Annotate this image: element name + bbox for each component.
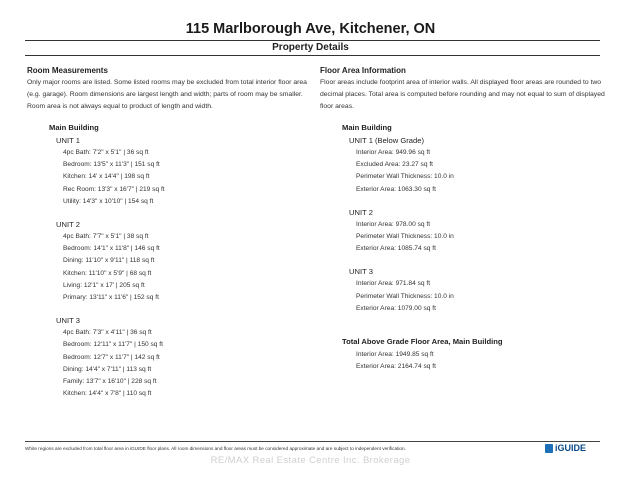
floor-area-note: Floor areas include footprint area of interior walls. All displayed floor areas are rounded to two decimal places. Total area is computed before rounding and may not equal to sum of displayed floor areas. — [320, 79, 605, 110]
area-line: Interior Area: 978.00 sq ft — [356, 220, 431, 228]
building-heading: Main Building — [49, 123, 99, 132]
room-line: Rec Room: 13'3" x 16'7" | 219 sq ft — [63, 185, 165, 193]
brokerage-watermark: RE/MAX Real Estate Centre Inc. Brokerage — [210, 455, 411, 466]
area-line: Perimeter Wall Thickness: 10.0 in — [356, 292, 454, 300]
area-line: Exterior Area: 1079.00 sq ft — [356, 304, 436, 312]
unit-heading: UNIT 1 (Below Grade) — [349, 136, 424, 145]
room-line: Bedroom: 12'7" x 11'7" | 142 sq ft — [63, 353, 160, 361]
room-line: Bedroom: 14'1" x 11'8" | 146 sq ft — [63, 245, 160, 253]
floor-area-heading: Floor Area Information — [320, 66, 406, 75]
room-line: Dining: 14'4" x 7'11" | 113 sq ft — [63, 365, 152, 373]
area-line: Interior Area: 949.96 sq ft — [356, 149, 431, 156]
total-area-heading: Total Above Grade Floor Area, Main Building — [342, 337, 503, 347]
unit-heading: UNIT 3 — [349, 267, 373, 277]
footer-disclaimer: White regions are excluded from total floor area in iGUIDE floor plans. All room dimensions and floor areas must be considered approximate and are subject to independent verification. — [25, 446, 406, 451]
room-line: Kitchen: 14'4" x 7'8" | 110 sq ft — [63, 390, 152, 398]
section-subtitle: Property Details — [272, 42, 349, 53]
room-line: Bedroom: 12'11" x 11'7" | 150 sq ft — [63, 341, 163, 349]
room-line: Dining: 11'10" x 9'11" | 118 sq ft — [63, 257, 155, 265]
iguide-logo-text: iGUIDE — [555, 443, 587, 453]
title-divider — [25, 40, 600, 41]
area-line: Interior Area: 971.84 sq ft — [356, 280, 431, 288]
room-measurements-section — [27, 66, 307, 400]
floor-area-section — [320, 66, 605, 373]
unit-heading: UNIT 3 — [56, 316, 80, 326]
room-line: 4pc Bath: 7'7" x 5'1" | 38 sq ft — [63, 233, 149, 241]
iguide-logo-icon — [545, 444, 553, 453]
unit-heading: UNIT 1 — [56, 136, 80, 145]
room-measurements-note: Only major rooms are listed. Some listed rooms may be excluded from total interior floor area (e.g. garage). Room dimensions are largest length and width; parts of room may be smaller. Room area is not always equal to product of length and width. — [27, 79, 307, 110]
area-line: Interior Area: 1949.85 sq ft — [356, 351, 434, 359]
area-line: Perimeter Wall Thickness: 10.0 in — [356, 173, 454, 181]
room-measurements-heading: Room Measurements — [27, 66, 108, 75]
area-line: Exterior Area: 2164.74 sq ft — [356, 363, 436, 371]
room-line: Kitchen: 11'10" x 5'9" | 68 sq ft — [63, 269, 152, 277]
unit-heading: UNIT 2 — [56, 220, 80, 230]
room-line: Family: 13'7" x 16'10" | 228 sq ft — [63, 378, 157, 386]
unit-heading: UNIT 2 — [349, 207, 373, 217]
room-line: Bedroom: 13'5" x 11'3" | 151 sq ft — [63, 161, 160, 169]
subtitle-divider — [25, 55, 600, 56]
room-line: 4pc Bath: 7'3" x 4'11" | 36 sq ft — [63, 329, 152, 337]
footer-divider — [25, 441, 600, 442]
area-line: Exterior Area: 1085.74 sq ft — [356, 245, 436, 253]
room-line: Kitchen: 14' x 14'4" | 198 sq ft — [63, 173, 150, 181]
room-line: Living: 12'1" x 17' | 205 sq ft — [63, 281, 145, 289]
room-line: Utility: 14'3" x 10'10" | 154 sq ft — [63, 197, 154, 205]
area-line: Perimeter Wall Thickness: 10.0 in — [356, 233, 454, 241]
building-heading: Main Building — [342, 123, 392, 132]
iguide-logo — [545, 443, 586, 453]
room-line: 4pc Bath: 7'2" x 5'1" | 36 sq ft — [63, 149, 149, 156]
area-line: Excluded Area: 23.27 sq ft — [356, 161, 433, 169]
room-line: Primary: 13'11" x 11'6" | 152 sq ft — [63, 294, 159, 302]
area-line: Exterior Area: 1063.30 sq ft — [356, 185, 436, 193]
page-title: 115 Marlborough Ave, Kitchener, ON — [185, 21, 436, 37]
